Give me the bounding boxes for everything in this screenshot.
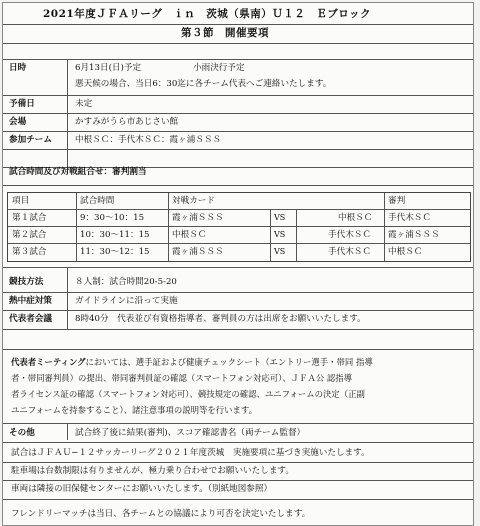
table-row-home: 中根ＳＣ (172, 230, 207, 240)
date-value: 6月13日(日)予定 (75, 63, 142, 73)
other-line: 試合はＪＦＡＵ−１２サッカーリーグ２０２１年度茨城 実施要項に基づき実施いたします。 (11, 448, 370, 458)
row-divider (8, 243, 470, 244)
col-header-referee: 審判 (388, 196, 406, 206)
col-header-time: 試合時間 (80, 196, 115, 206)
table-row-referee: 霞ヶ浦ＳＳＳ (388, 230, 440, 240)
table-row-away: 手代木ＳＣ (328, 247, 371, 257)
divider (3, 310, 473, 311)
table-row-item: 第１試合 (12, 213, 47, 223)
document-title: 2021年度ＪＦＡリーグ ｉｎ 茨城（県南）Ｕ１２ Ｅブロック (43, 8, 372, 20)
divider (3, 499, 473, 500)
other-line: フレンドリーマッチは当日、各チームとの協議により可否を決定いたします。 (11, 509, 311, 519)
meeting-value: 8時40分 代表並び有資格指導者、審判員の方は出席をお願いいたします。 (75, 314, 366, 324)
meeting-paragraph (11, 354, 467, 418)
table-row-away: 中根ＳＣ (338, 213, 373, 223)
teams-value: 中根ＳＣ：手代木ＳＣ：霞ヶ浦ＳＳＳ (75, 135, 222, 145)
date-note: 小雨決行予定 (193, 63, 245, 73)
meeting-paragraph-line: 者ライセンス証の確認（スマートフォン対応可）、競技規定の確認、ユニフォームの決定（正副 (11, 389, 365, 399)
col-header-item: 項目 (12, 196, 30, 206)
table-row-home: 霞ヶ浦ＳＳＳ (172, 213, 224, 223)
date-weather-note: 悪天候の場合、当日6：30迄に各チーム代表へご連絡いたします。 (75, 79, 332, 89)
table-row-time: 9：30〜10：15 (80, 213, 145, 223)
heat-label: 熱中症対策 (9, 296, 52, 306)
col-header-card: 対戦カード (172, 196, 215, 206)
method-value: ８人制：試合時間20-5-20 (75, 277, 177, 287)
meeting-paragraph-line: においては、選手証および健康チェックシート（エントリー選手・帯同 指導 (85, 357, 373, 367)
reserve-label: 予備日 (9, 99, 35, 109)
meeting-paragraph-line: 者・帯同審判員）の提出、帯同審判員証の確認（スマートフォン対応可）、ＪＦＡ公 認指導 (11, 373, 353, 383)
other-line: 駐車場は台数制限は有りませんが、極力乗り合わせでお願いいたします。 (11, 466, 294, 476)
divider (3, 442, 473, 443)
divider (3, 329, 473, 330)
table-row-item: 第２試合 (12, 230, 47, 240)
table-row-referee: 手代木ＳＣ (388, 213, 431, 223)
divider (3, 95, 473, 96)
divider (3, 24, 473, 25)
divider (3, 462, 473, 463)
date-label: 日時 (9, 63, 27, 73)
heat-value: ガイドラインに沿って実施 (75, 296, 178, 306)
divider (3, 185, 473, 186)
row-divider (8, 226, 470, 227)
document-sheet (2, 2, 474, 526)
venue-value: かすみがうら市あじさい館 (75, 117, 179, 127)
divider (3, 131, 473, 132)
row-divider (8, 209, 470, 210)
table-row-item: 第３試合 (12, 247, 47, 257)
venue-label: 会場 (9, 117, 27, 127)
table-row-referee: 中根ＳＣ (388, 247, 423, 257)
schedule-heading: 試合時間及び対戦組合せ：審判割当 (9, 167, 147, 177)
table-row-time: 11：30〜12：15 (80, 247, 150, 257)
meeting-label: 代表者会議 (9, 314, 52, 324)
divider (3, 43, 473, 44)
divider (3, 149, 473, 150)
col-divider (270, 210, 271, 261)
other-line: 試合終了後に結果(審判)、スコア確認書名（両チーム監督） (75, 428, 306, 438)
divider (3, 349, 473, 350)
method-label: 競技方法 (9, 277, 44, 287)
table-row-vs: VS (274, 213, 286, 222)
other-line: 車両は隣接の旧保健センターにお願いいたします。（別紙地図参照） (11, 484, 273, 494)
divider (3, 267, 473, 268)
meeting-paragraph-lead: 代表者ミーティング (11, 357, 86, 367)
other-divider (67, 423, 68, 440)
divider (3, 113, 473, 114)
teams-label: 参加チーム (9, 135, 52, 145)
table-row-vs: VS (274, 230, 286, 239)
table-row-vs: VS (274, 247, 286, 256)
col-divider (384, 193, 385, 261)
schedule-table (7, 192, 471, 262)
divider (3, 480, 473, 481)
reserve-value: 未定 (75, 99, 93, 109)
col-divider (168, 193, 169, 261)
document-subtitle: 第３節 開催要項 (181, 27, 269, 39)
meeting-paragraph-line: ユニフォームを持参すること）、諸注意事項の説明等を行います。 (11, 405, 257, 415)
col-divider (296, 210, 297, 261)
divider (3, 292, 473, 293)
rules-divider (67, 267, 68, 329)
divider (3, 423, 473, 424)
col-divider (76, 193, 77, 261)
table-row-home: 霞ヶ浦ＳＳＳ (172, 247, 224, 257)
table-row-away: 手代木ＳＣ (328, 230, 371, 240)
other-label: その他 (9, 428, 35, 438)
divider (3, 59, 473, 60)
table-row-time: 10：30〜11：15 (80, 230, 150, 240)
